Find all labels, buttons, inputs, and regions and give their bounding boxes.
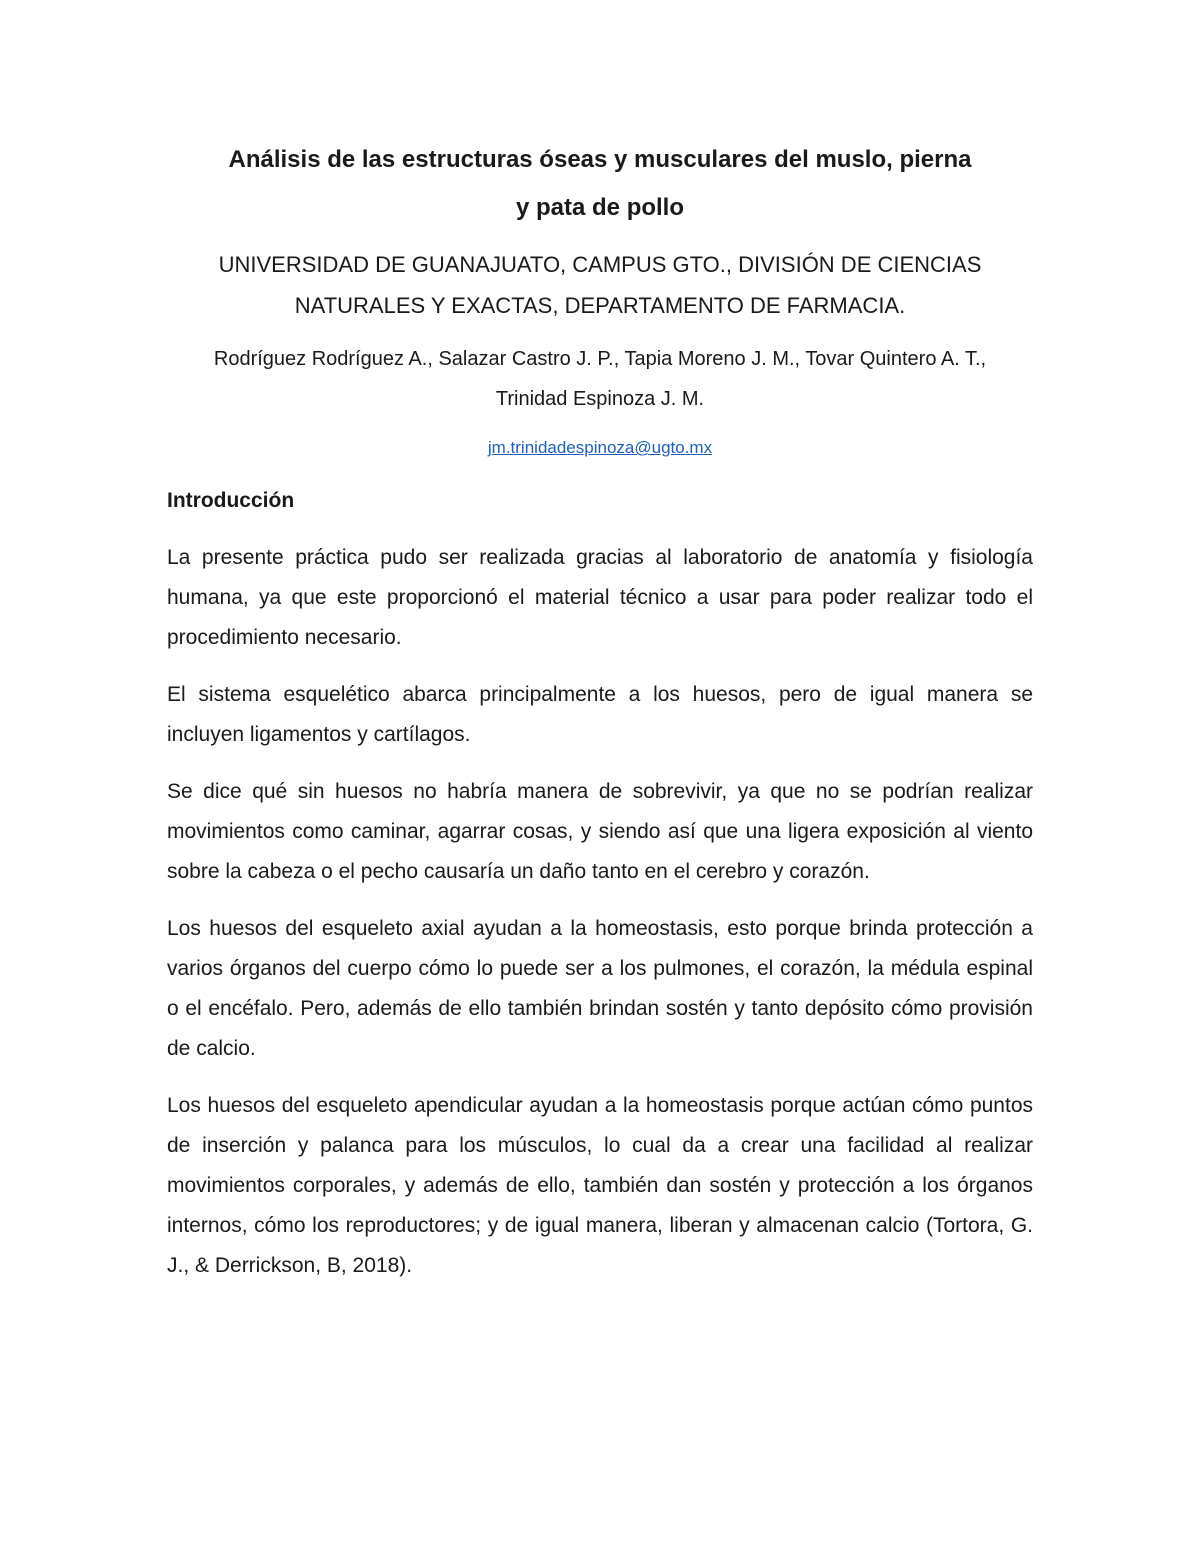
email-link[interactable]: jm.trinidadespinoza@ugto.mx	[487, 438, 713, 457]
body-text	[167, 538, 1033, 1303]
authors-line-2: Trinidad Espinoza J. M.	[495, 388, 705, 410]
affiliation	[160, 244, 1040, 326]
section-heading: Introducción	[167, 489, 295, 512]
paragraph: Los huesos del esqueleto axial ayudan a la homeostasis, esto porque brinda protección a varios órganos del cuerpo cómo lo puede ser a los pulmones, el corazón, la médula espinal o el encéfalo. Pero, además de ello también brindan sostén y tanto depósito cómo provisión de calcio.	[167, 917, 1033, 1060]
affiliation-line-1: UNIVERSIDAD DE GUANAJUATO, CAMPUS GTO., DIVISIÓN DE CIENCIAS	[218, 252, 982, 277]
contact-email	[160, 436, 1040, 460]
affiliation-line-2: NATURALES Y EXACTAS, DEPARTAMENTO DE FARMACIA.	[294, 293, 906, 318]
paragraph: El sistema esquelético abarca principalmente a los huesos, pero de igual manera se incluyen ligamentos y cartílagos.	[167, 683, 1033, 746]
authors-line-1: Rodríguez Rodríguez A., Salazar Castro J. P., Tapia Moreno J. M., Tovar Quintero A. T.,	[213, 348, 987, 370]
author-list	[160, 339, 1040, 419]
paragraph: Se dice qué sin huesos no habría manera de sobrevivir, ya que no se podrían realizar movimientos como caminar, agarrar cosas, y siendo así que una ligera exposición al viento sobre la cabeza o el pecho causaría un daño tanto en el cerebro y corazón.	[167, 780, 1033, 883]
title-line-2: y pata de pollo	[515, 194, 685, 221]
paragraph: Los huesos del esqueleto apendicular ayudan a la homeostasis porque actúan cómo puntos de inserción y palanca para los músculos, lo cual da a crear una facilidad al realizar movimientos corporales, y además de ello, también dan sostén y protección a los órganos internos, cómo los reproductores; y de igual manera, liberan y almacenan calcio (Tortora, G. J., & Derrickson, B, 2018).	[167, 1094, 1033, 1277]
paper-title	[160, 136, 1040, 232]
title-line-1: Análisis de las estructuras óseas y musculares del muslo, pierna	[228, 146, 972, 173]
paragraph: La presente práctica pudo ser realizada gracias al laboratorio de anatomía y fisiología humana, ya que este proporcionó el material técnico a usar para poder realizar todo el procedimiento necesario.	[167, 546, 1033, 649]
